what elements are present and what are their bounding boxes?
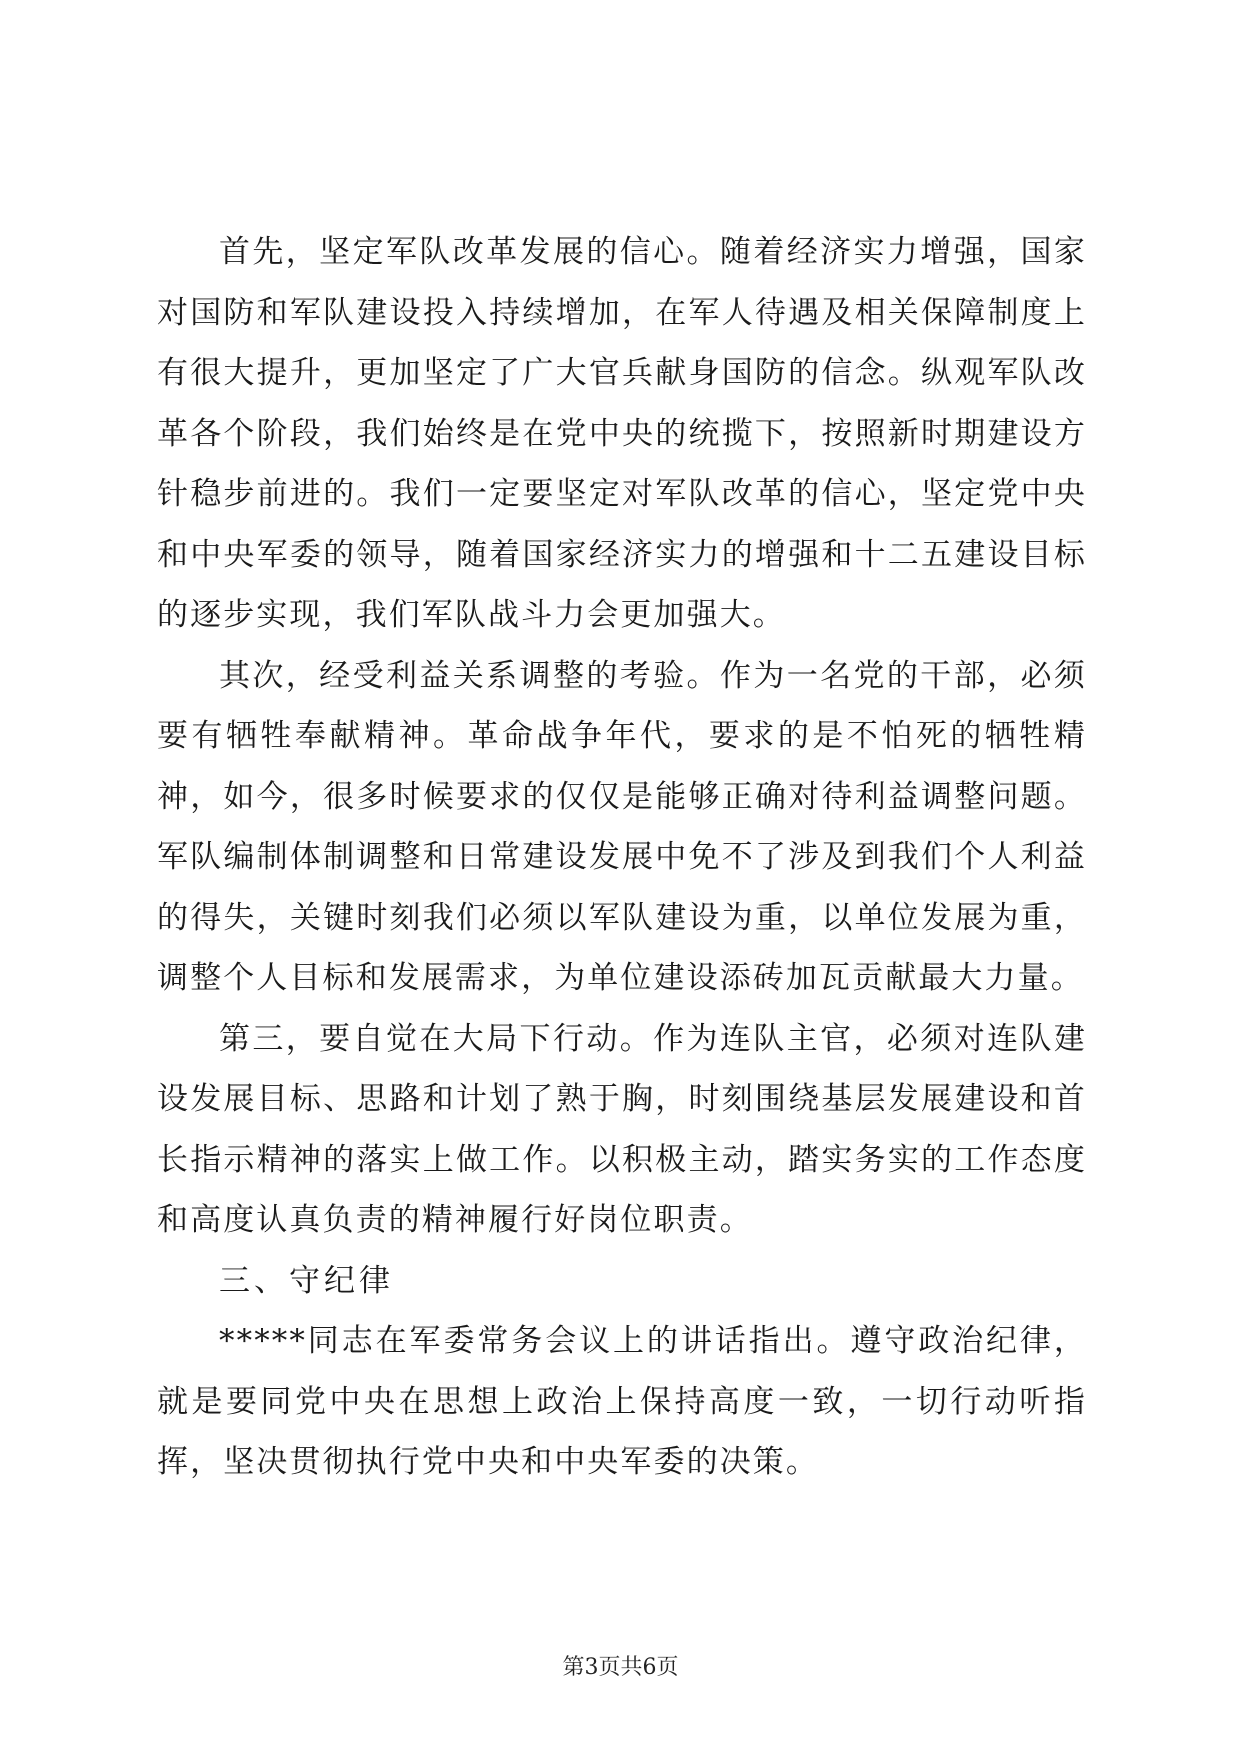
page-total: 共6页 [620, 1655, 679, 1680]
section-heading: 三、守纪律 [219, 1262, 394, 1299]
page-footer [0, 1650, 1241, 1681]
page-number: 第3页 [562, 1655, 621, 1680]
document-body [157, 222, 1087, 1493]
paragraph-third: 第三，要自觉在大局下行动。作为连队主官，必须对连队建设发展目标、思路和计划了熟于胸，时刻围绕基层发展建设和首长指示精神的落实上做工作。以积极主动，踏实务实的工作态度和高度认真负责的精神履行好岗位职责。 [157, 1020, 1087, 1238]
paragraph-first: 首先，坚定军队改革发展的信心。随着经济实力增强，国家对国防和军队建设投入持续增加，在军人待遇及相关保障制度上有很大提升，更加坚定了广大官兵献身国防的信念。纵观军队改革各个阶段，我们始终是在党中央的统揽下，按照新时期建设方针稳步前进的。我们一定要坚定对军队改革的信心，坚定党中央和中央军委的领导，随着国家经济实力的增强和十二五建设目标的逐步实现，我们军队战斗力会更加强大。 [157, 234, 1087, 633]
paragraph-second: 其次，经受利益关系调整的考验。作为一名党的干部，必须要有牺牲奉献精神。革命战争年代，要求的是不怕死的牺牲精神，如今，很多时候要求的仅仅是能够正确对待利益调整问题。军队编制体制调整和日常建设发展中免不了涉及到我们个人利益的得失，关键时刻我们必须以军队建设为重，以单位发展为重，调整个人目标和发展需求，为单位建设添砖加瓦贡献最大力量。 [157, 657, 1087, 996]
paragraph-discipline: *****同志在军委常务会议上的讲话指出。遵守政治纪律，就是要同党中央在思想上政治上保持高度一致，一切行动听指挥，坚决贯彻执行党中央和中央军委的决策。 [157, 1323, 1087, 1480]
